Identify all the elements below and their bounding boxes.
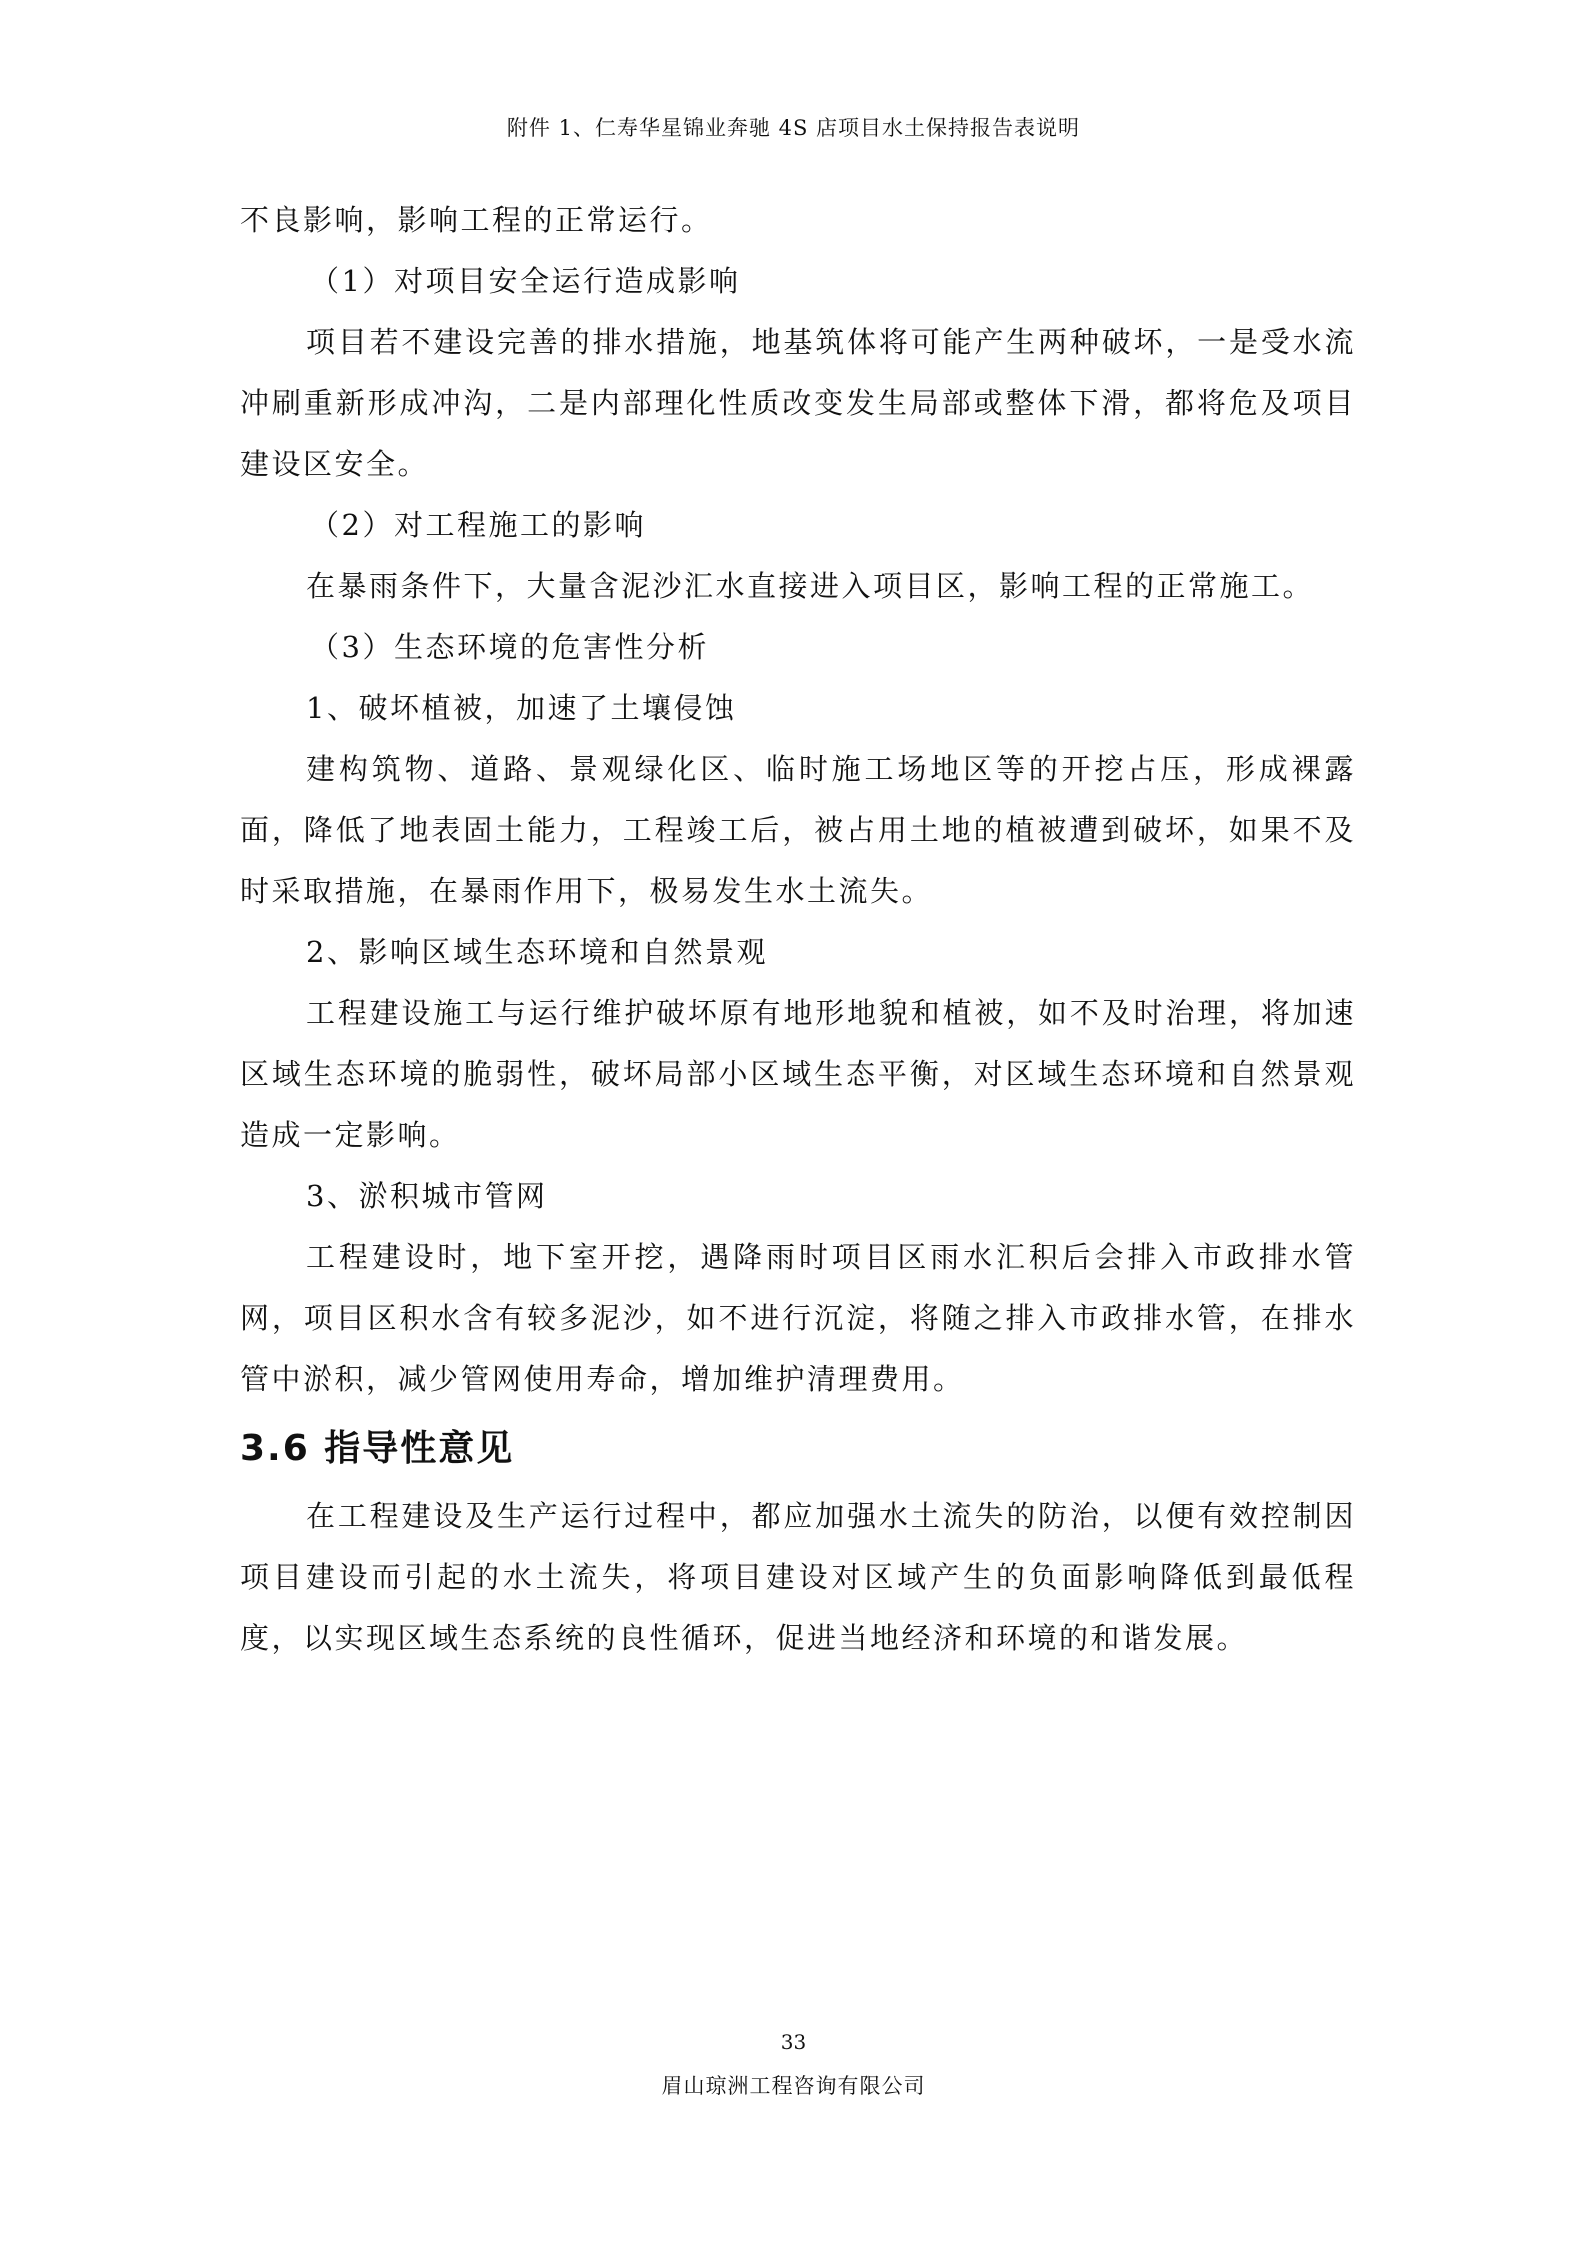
paragraph-guidance: 在工程建设及生产运行过程中，都应加强水土流失的防治，以便有效控制因项目建设而引起的水土流失，将项目建设对区域产生的负面影响降低到最低程度，以实现区域生态系统的良性循环，促进当地经济和环境的和谐发展。 — [240, 1499, 1356, 1655]
paragraph-vegetation: 建构筑物、道路、景观绿化区、临时施工场地区等的开挖占压，形成裸露面，降低了地表固土能力，工程竣工后，被占用土地的植被遭到破坏，如果不及时采取措施，在暴雨作用下，极易发生水土流失。 — [240, 752, 1356, 908]
list-item-landscape: 2、影响区域生态环境和自然景观 — [306, 935, 768, 969]
paragraph-landscape: 工程建设施工与运行维护破坏原有地形地貌和植被，如不及时治理，将加速区域生态环境的脆弱性，破坏局部小区域生态平衡，对区域生态环境和自然景观造成一定影响。 — [240, 996, 1356, 1152]
page-number: 33 — [780, 2030, 807, 2054]
page-header: 附件 1、仁寿华星锦业奔驰 4S 店项目水土保持报告表说明 — [506, 116, 1081, 140]
list-item-vegetation: 1、破坏植被，加速了土壤侵蚀 — [306, 691, 737, 725]
document-body — [240, 190, 1356, 1669]
paragraph-continuation: 不良影响，影响工程的正常运行。 — [240, 203, 713, 237]
list-item-pipe-network: 3、淤积城市管网 — [306, 1179, 548, 1213]
subheading-safety-impact: （1）对项目安全运行造成影响 — [310, 264, 741, 298]
page-footer: 眉山琼洲工程咨询有限公司 — [661, 2074, 926, 2098]
subheading-construction-impact: （2）对工程施工的影响 — [310, 508, 646, 542]
paragraph-drainage: 项目若不建设完善的排水措施，地基筑体将可能产生两种破坏，一是受水流冲刷重新形成冲沟，二是内部理化性质改变发生局部或整体下滑，都将危及项目建设区安全。 — [240, 325, 1356, 481]
paragraph-rainstorm: 在暴雨条件下，大量含泥沙汇水直接进入项目区，影响工程的正常施工。 — [306, 569, 1315, 603]
subheading-ecology-analysis: （3）生态环境的危害性分析 — [310, 630, 709, 664]
paragraph-pipe-network: 工程建设时，地下室开挖，遇降雨时项目区雨水汇积后会排入市政排水管网，项目区积水含有较多泥沙，如不进行沉淀，将随之排入市政排水管，在排水管中淤积，减少管网使用寿命，增加维护清理费用。 — [240, 1240, 1356, 1396]
section-heading: 3.6 指导性意见 — [240, 1428, 515, 1469]
